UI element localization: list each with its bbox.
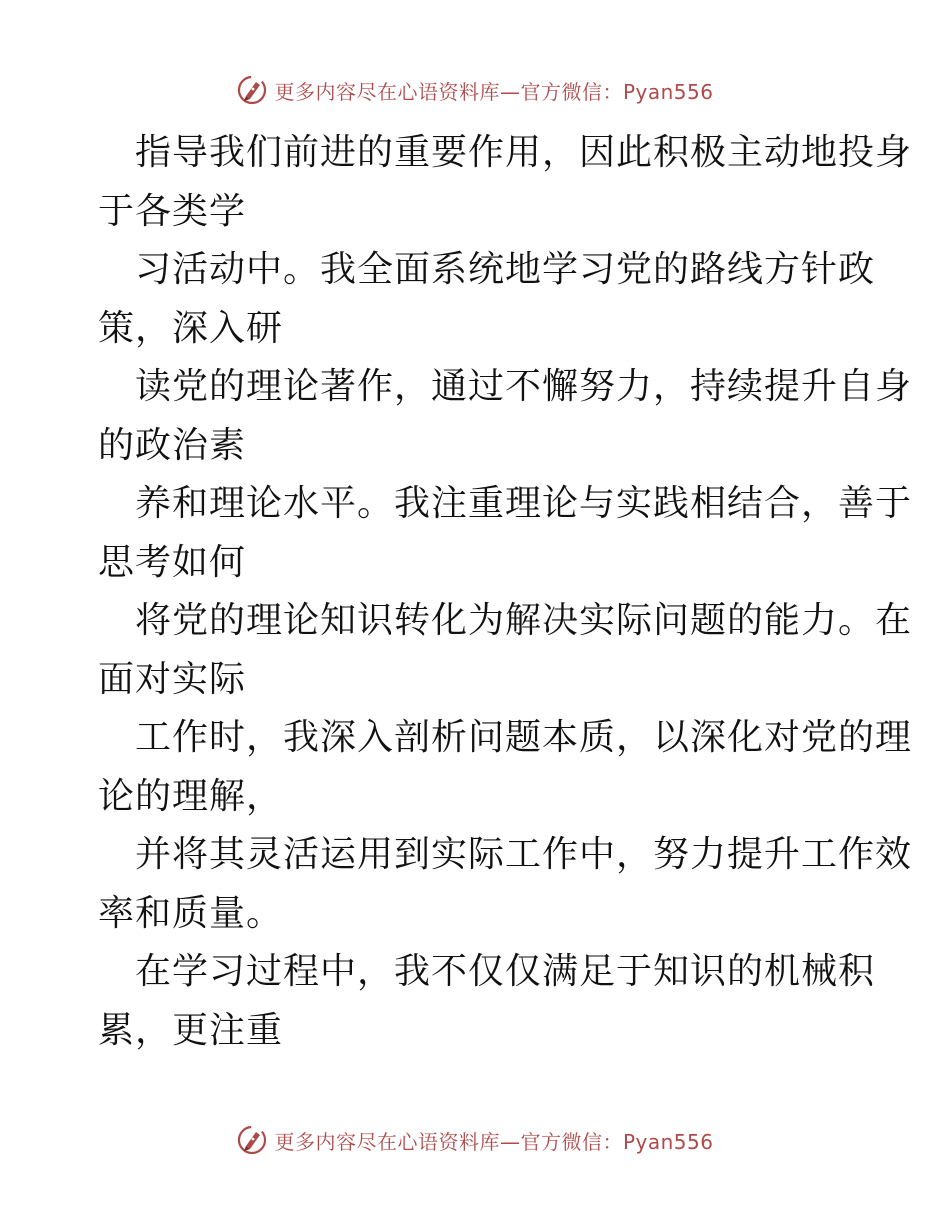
- paragraph-line: 将党的理论知识转化为解决实际问题的能力。在: [135, 600, 913, 641]
- paragraph-line: 累，更注重: [98, 1009, 284, 1051]
- paragraph-line: 于各类学: [98, 190, 247, 232]
- paragraph-line: 读党的理论著作，通过不懈努力，持续提升自身: [135, 366, 913, 407]
- footer-banner-text: 更多内容尽在心语资料库—官方微信：Pyan556: [274, 1129, 714, 1154]
- pen-nib-seal-icon: [236, 1124, 268, 1156]
- paragraph-line: 并将其灵活运用到实际工作中，努力提升工作效: [135, 834, 913, 875]
- header-banner: [0, 70, 950, 110]
- paragraph-line: 面对实际: [98, 658, 247, 700]
- header-banner-text: 更多内容尽在心语资料库—官方微信：Pyan556: [274, 79, 714, 104]
- paragraph-line: 工作时，我深入剖析问题本质，以深化对党的理: [135, 717, 913, 758]
- paragraph-line: 的政治素: [98, 424, 247, 466]
- pen-nib-seal-icon: [236, 74, 268, 106]
- paragraph-line: 率和质量。: [98, 892, 284, 934]
- paragraph-line: 策，深入研: [98, 307, 284, 349]
- paragraph-line: 指导我们前进的重要作用，因此积极主动地投身: [135, 132, 913, 173]
- paragraph-line: 在学习过程中，我不仅仅满足于知识的机械积: [135, 951, 876, 992]
- paragraph-line: 养和理论水平。我注重理论与实践相结合，善于: [135, 483, 913, 524]
- paragraph-line: 习活动中。我全面系统地学习党的路线方针政: [135, 249, 876, 290]
- footer-banner: [0, 1120, 950, 1160]
- document-body: [98, 124, 913, 1060]
- paragraph-line: 思考如何: [98, 541, 247, 583]
- paragraph-line: 论的理解，: [98, 775, 284, 817]
